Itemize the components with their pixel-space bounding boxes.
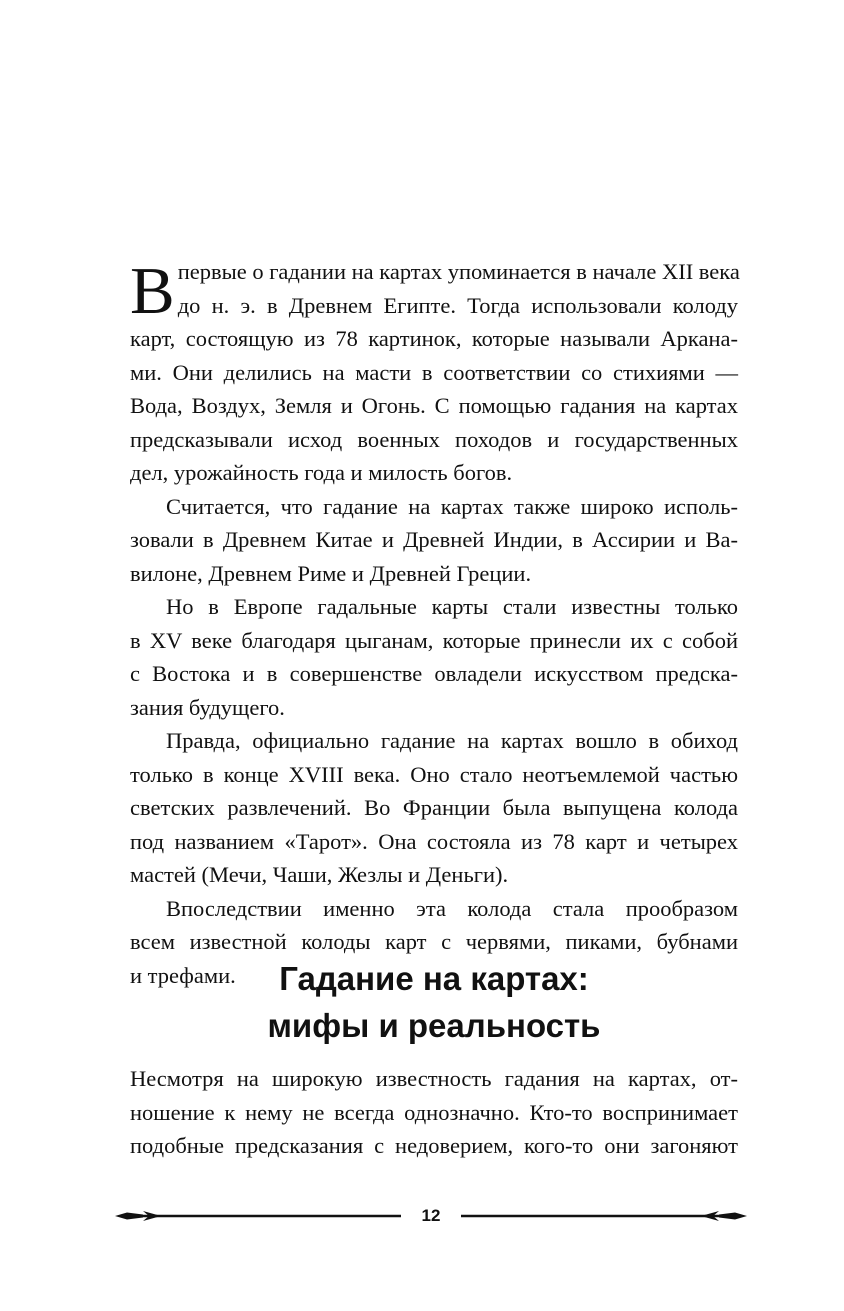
drop-cap: В <box>130 254 175 328</box>
page-footer <box>115 1204 747 1228</box>
text-line: ми. Они делились на масти в соответствии со стихиями — <box>130 359 738 385</box>
section-heading <box>130 955 738 1049</box>
section-heading-line-2: мифы и реальность <box>267 1007 601 1044</box>
text-section-history <box>130 255 738 992</box>
text-line: карт, состоящую из 78 картинок, которые называли Аркана- <box>130 326 738 351</box>
text-line: Считается, что гадание на картах также широко исполь- <box>166 493 738 519</box>
text-line: светских развлечений. Во Франции была выпущена колода <box>130 795 738 820</box>
text-line: с Востока и в совершенстве овладели искусством предска- <box>130 661 738 686</box>
page-number: 12 <box>421 1206 441 1225</box>
text-line: предсказывали исход военных походов и государственных <box>130 426 738 452</box>
text-line: мастей (Мечи, Чаши, Жезлы и Деньги). <box>130 862 509 887</box>
text-line: под названием «Тарот». Она состояла из 78 карт и четырех <box>130 828 738 854</box>
text-line: до н. э. в Древнем Египте. Тогда использовали колоду <box>177 292 738 318</box>
text-line: дел, урожайность года и милость богов. <box>130 460 513 485</box>
text-line: только в конце XVIII века. Оно стало неотъемлемой частью <box>130 761 738 787</box>
text-line: в XV веке благодаря цыганам, которые принесли их с собой <box>130 627 738 653</box>
text-line: зания будущего. <box>130 694 285 720</box>
text-line: вилоне, Древнем Риме и Древней Греции. <box>130 560 532 586</box>
text-line: и трефами. <box>130 962 236 988</box>
text-line: Правда, официально гадание на картах вошло в обиход <box>166 728 738 753</box>
text-line: Но в Европе гадальные карты стали известны только <box>166 594 738 619</box>
text-line: ношение к нему не всегда однозначно. Кто-то воспринимает <box>130 1099 738 1125</box>
text-line: Вода, Воздух, Земля и Огонь. С помощью гадания на картах <box>130 393 738 418</box>
text-line: Несмотря на широкую известность гадания на картах, от- <box>130 1066 738 1091</box>
text-line: Впоследствии именно эта колода стала прообразом <box>166 895 738 921</box>
text-line: первые о гадании на картах упоминается в начале XII века <box>177 259 740 284</box>
text-section-myths <box>130 1062 738 1163</box>
text-line: всем известной колоды карт с червями, пиками, бубнами <box>130 929 738 954</box>
text-line: зовали в Древнем Китае и Древней Индии, в Ассирии и Ва- <box>130 527 738 552</box>
text-line: подобные предсказания с недоверием, кого-то они загоняют <box>130 1133 738 1158</box>
section-heading-line-1: Гадание на картах: <box>279 960 589 997</box>
